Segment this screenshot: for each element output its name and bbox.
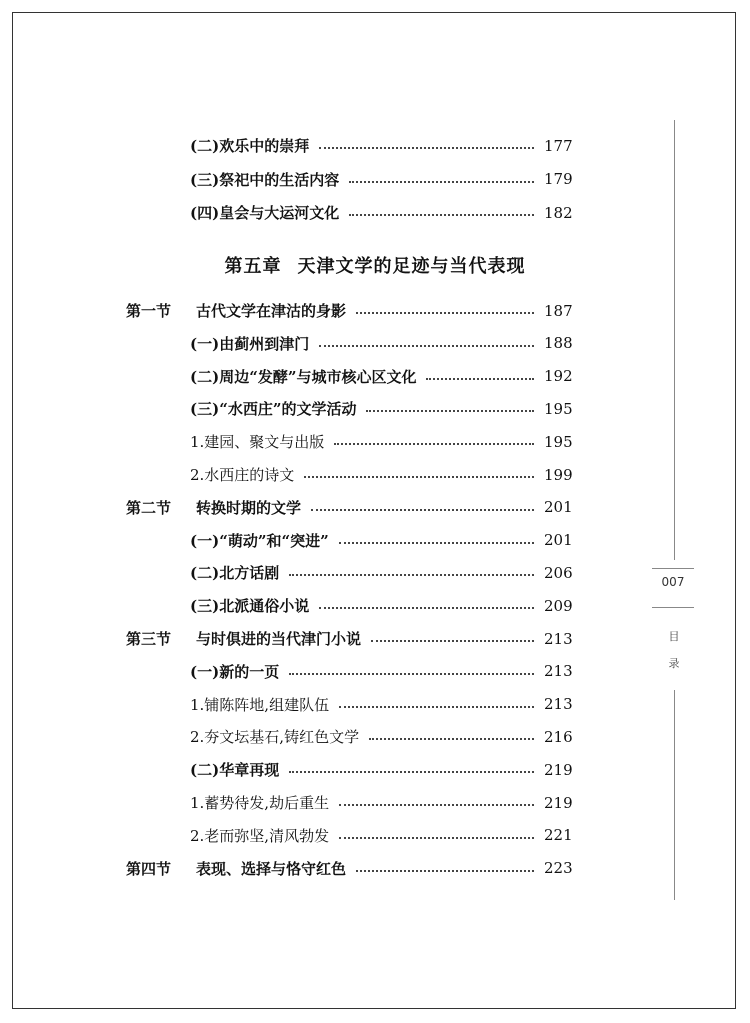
toc-dot-leader [289,672,534,675]
toc-entry [0,425,750,458]
toc-page-number: 192 [544,367,573,386]
toc-entry [0,556,750,589]
toc-dot-leader [304,475,534,478]
toc-entry-label: (一)“萌动”和“突进” [190,531,329,550]
toc-entry-label: 1.铺陈阵地,组建队伍 [190,695,330,714]
side-rule-top [674,120,675,560]
chapter-heading [0,252,750,278]
toc-page-number: 195 [544,399,573,418]
toc-section-number: 第二节 [126,498,172,517]
folio-rule-top [652,568,694,569]
toc-dot-leader [339,541,534,544]
toc-page-number: 221 [544,826,573,845]
toc-entry [0,524,750,557]
side-rule-bottom [674,690,675,900]
toc-entry [0,819,750,852]
toc-entry-label: 1.蓄势待发,劫后重生 [190,794,330,812]
toc-entry [0,196,750,229]
toc-entry-label: (二)周边“发酵”与城市核心区文化 [190,367,417,386]
toc-dot-leader [349,213,534,216]
toc-entry [0,327,750,360]
toc-page-number: 187 [544,301,573,320]
toc-tag-char-2: 录 [668,657,680,670]
toc-entry-label: 古代文学在津沽的身影 [196,302,347,320]
toc-entry [0,392,750,425]
toc-section-number: 第四节 [126,859,172,878]
toc-tag-char-1: 目 [668,630,680,643]
toc-dot-leader [356,311,534,314]
toc-entry-label: (二)北方话剧 [190,564,280,583]
toc-page-number: 213 [544,629,573,648]
toc-entry [0,129,750,162]
toc-dot-leader [311,508,534,511]
toc-page-number: 213 [544,695,573,714]
toc-entry [0,786,750,819]
toc-entry [0,622,750,655]
toc-entry [0,852,750,885]
toc-page-number: 201 [544,531,573,550]
toc-entry-label: (一)由蓟州到津门 [190,334,310,353]
chapter-title: 天津文学的足迹与当代表现 [297,256,526,277]
toc-page-number: 188 [544,334,573,353]
toc-dot-leader [339,836,534,839]
toc-entry [0,589,750,622]
toc-entry-label: 2.夯文坛基石,铸红色文学 [190,728,360,747]
toc-entry-label: 2.老而弥坚,清风勃发 [190,826,330,845]
toc-dot-leader [369,737,534,740]
toc-entry [0,163,750,196]
toc-entry [0,458,750,491]
toc-entry-label: 表现、选择与恪守红色 [196,859,347,878]
toc-dot-leader [371,639,534,642]
toc-entry-label: (三)北派通俗小说 [190,597,310,616]
toc-section-number: 第一节 [126,302,172,320]
toc-page-number: 177 [544,136,573,155]
toc-entry-label: (二)欢乐中的崇拜 [190,137,310,155]
toc-page-number: 213 [544,662,573,681]
toc-page-number: 201 [544,498,573,517]
toc-section-number: 第三节 [126,630,172,648]
toc-entry-label: (四)皇会与大运河文化 [190,204,340,222]
toc-page-number: 179 [544,170,573,188]
toc-dot-leader [339,803,534,806]
toc-entry-label: (三)“水西庄”的文学活动 [190,400,357,419]
toc-entry [0,688,750,721]
chapter-number: 第五章 [224,256,282,277]
toc-entry-label: 2.水西庄的诗文 [190,466,295,484]
toc-page-number: 223 [544,859,573,878]
folio-rule-bottom [652,607,694,608]
toc-dot-leader [426,377,534,380]
toc-dot-leader [319,344,534,347]
toc-dot-leader [319,606,534,609]
toc-entry-label: 转换时期的文学 [196,498,302,517]
toc-page-number: 182 [544,203,573,222]
toc-entry-label: (二)华章再现 [190,761,280,780]
toc-page-number: 209 [544,596,573,615]
toc-page-number: 216 [544,727,573,746]
toc-entry [0,360,750,393]
toc-page-number: 195 [544,432,573,451]
toc-entry-label: 与时俱进的当代津门小说 [196,630,362,648]
toc-dot-leader [349,180,534,183]
toc-entry [0,491,750,524]
toc-dot-leader [319,146,534,149]
toc-page-number: 219 [544,793,573,812]
toc-dot-leader [356,869,534,872]
toc-dot-leader [366,409,534,412]
toc-entry-label: 1.建园、聚文与出版 [190,433,325,452]
toc-entry-label: (三)祭祀中的生活内容 [190,170,340,189]
toc-page-number: 199 [544,465,573,484]
toc-entry [0,655,750,688]
toc-entry [0,720,750,753]
toc-dot-leader [339,705,534,708]
toc-page-number: 219 [544,760,573,779]
toc-entry [0,294,750,327]
toc-dot-leader [289,770,534,773]
toc-entry [0,753,750,786]
toc-dot-leader [289,573,534,576]
page-number: 007 [661,575,685,589]
toc-entry-label: (一)新的一页 [190,662,280,681]
toc-page-number: 206 [544,563,573,582]
toc-dot-leader [334,442,534,445]
